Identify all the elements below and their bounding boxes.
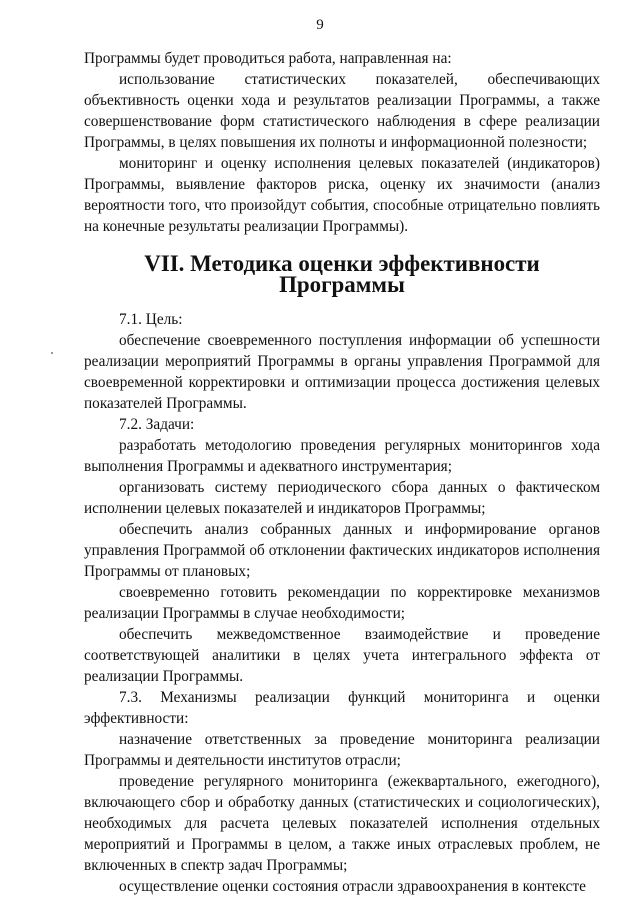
- list-item: организовать систему периодического сбора данных о фактическом исполнении целевых показателей и индикаторов Программы;: [84, 479, 600, 517]
- scan-speck: [51, 352, 53, 354]
- subsection-label: 7.1. Цель:: [119, 311, 183, 328]
- paragraph: использование статистических показателей, обеспечивающих объективность оценки хода и результатов реализации Программы, а также совершенствование форм статистического наблюдения в сфере реализации Программы, в целях повышения их полноты и информационной полезности;: [84, 71, 600, 151]
- list-item: обеспечить анализ собранных данных и информирование органов управления Программой об отклонении фактических индикаторов исполнения Программы от плановых;: [84, 521, 600, 580]
- subsection-label: 7.3. Механизмы реализации функций мониторинга и оценки эффективности:: [84, 689, 600, 727]
- list-item: своевременно готовить рекомендации по корректировке механизмов реализации Программы в случае необходимости;: [84, 584, 600, 622]
- section-heading: VII. Методика оценки эффективности Программы: [144, 251, 540, 297]
- list-item: обеспечить межведомственное взаимодействие и проведение соответствующей аналитики в целях учета интегрального эффекта от реализации Программы.: [84, 626, 600, 685]
- list-item: назначение ответственных за проведение мониторинга реализации Программы и деятельности институтов отрасли;: [84, 731, 600, 769]
- list-item: разработать методологию проведения регулярных мониторингов хода выполнения Программы и адекватного инструментария;: [84, 437, 600, 475]
- document-body: [84, 48, 600, 897]
- paragraph: мониторинг и оценку исполнения целевых показателей (индикаторов) Программы, выявление факторов риска, оценку их значимости (анализ вероятности того, что произойдут события, способные отрицательно повлиять на конечные результаты реализации Программы).: [84, 155, 600, 235]
- subsection-label: 7.2. Задачи:: [119, 416, 195, 433]
- page-number: 9: [316, 17, 324, 33]
- list-item: проведение регулярного мониторинга (ежеквартального, ежегодного), включающего сбор и обработку данных (статистических и социологических), необходимых для расчета целевых показателей исполнения отдельных мероприятий и Программы в целом, а также иных отраслевых проблем, не включенных в спектр задач Программы;: [84, 773, 600, 874]
- paragraph: Программы будет проводиться работа, направленная на:: [84, 50, 452, 67]
- paragraph: обеспечение своевременного поступления информации об успешности реализации мероприятий Программы в органы управления Программой для своевременной корректировки и оптимизации процесса достижения целевых показателей Программы.: [84, 332, 600, 412]
- list-item: осуществление оценки состояния отрасли здравоохранения в контексте: [119, 878, 586, 895]
